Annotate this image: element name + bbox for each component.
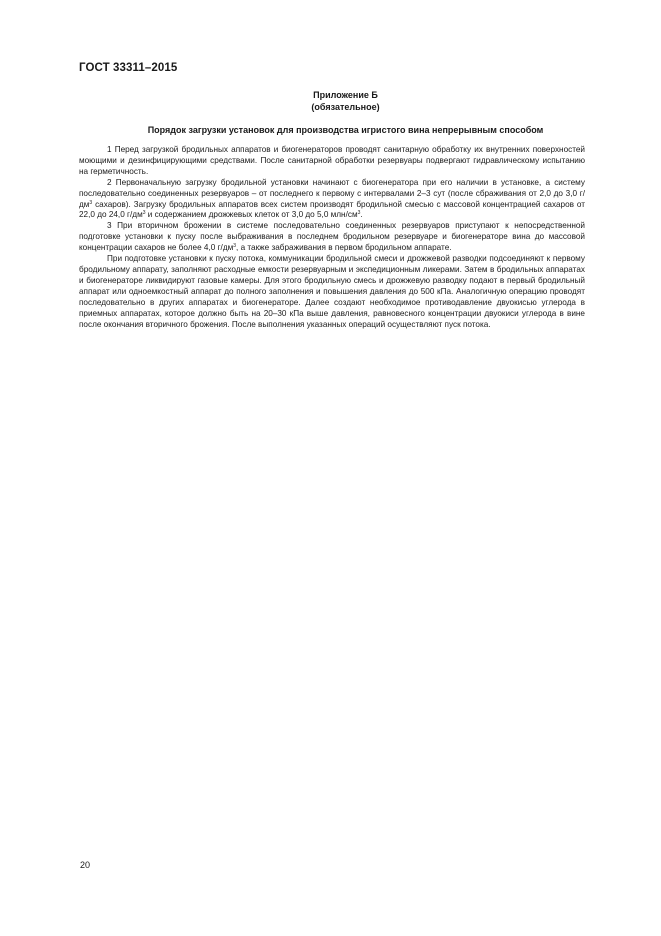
superscript: 3	[357, 210, 361, 217]
section-title: Порядок загрузки установок для производства игристого вина непрерывным способом	[147, 125, 544, 135]
paragraph-2	[79, 178, 585, 222]
page-number: 20	[80, 860, 91, 870]
superscript: 3	[233, 243, 237, 250]
paragraph-3-part-1: 3 При вторичном брожении в системе последовательно соединенных резервуаров приступают к непосредственной подготовке установки к пуску после выбраживания в последнем бродильном резервуаре и биогенераторе вина до массовой концентрации сахаров не более 4,0 г/дм	[79, 221, 585, 253]
paragraph-3-part-2: , а также забраживания в первом бродильном аппарате.	[236, 243, 452, 253]
paragraph-4: При подготовке установки к пуску потока, коммуникации бродильной смеси и дрожжевой разводки подсоединяют к первому бродильному аппарату, заполняют расходные емкости резервуарным и экспедиционным ликерами. Затем в бродильных аппаратах и биогенераторе ликвидируют газовые камеры. Для этого бродильную смесь и дрожжевую разводку подают в первый бродильный аппарат или одноемкостный аппарат до полного заполнения и повышения давления до 500 кПа. Аналогичную операцию проводят последовательно в других аппаратах и биогенераторе. Далее создают необходимое противодавление двуокисью углерода в приемных аппаратах, которое должно быть на 20–30 кПа выше давления, равновесного концентрации двуокиси углерода в вине после окончания вторичного брожения. После выполнения указанных операций осуществляют пуск потока.	[79, 254, 585, 329]
appendix-status: (обязательное)	[311, 102, 380, 112]
paragraph-2-part-1: 2 Первоначальную загрузку бродильной установки начинают с биогенератора при его наличии в установке, а систему последовательно соединенных резервуаров – от последнего к первому с интервалами 2–3 сут (после сбраживания от 2,0 до 3,0 г/дм	[79, 177, 585, 209]
document-code-header: ГОСТ 33311–2015	[79, 62, 178, 74]
paragraph-2-part-3: и содержанием дрожжевых клеток от 3,0 до 5,0 млн/см	[145, 210, 358, 220]
paragraph-2-part-4: .	[360, 210, 363, 220]
appendix-title: Приложение Б	[313, 90, 378, 100]
paragraph-1: 1 Перед загрузкой бродильных аппаратов и биогенераторов проводят санитарную обработку их внутренних поверхностей моющими и дезинфицирующими средствами. После санитарной обработки резервуары подвергают гидравлическому испытанию на герметичность.	[79, 145, 585, 176]
superscript: 3	[142, 210, 146, 217]
body-text	[79, 145, 585, 330]
paragraph-3	[79, 221, 585, 254]
paragraph-2-part-2: сахаров). Загрузку бродильных аппаратов всех систем производят бродильной смесью с массовой концентрацией сахаров от 22,0 до 24,0 г/дм	[79, 199, 585, 220]
superscript: 3	[89, 199, 93, 206]
